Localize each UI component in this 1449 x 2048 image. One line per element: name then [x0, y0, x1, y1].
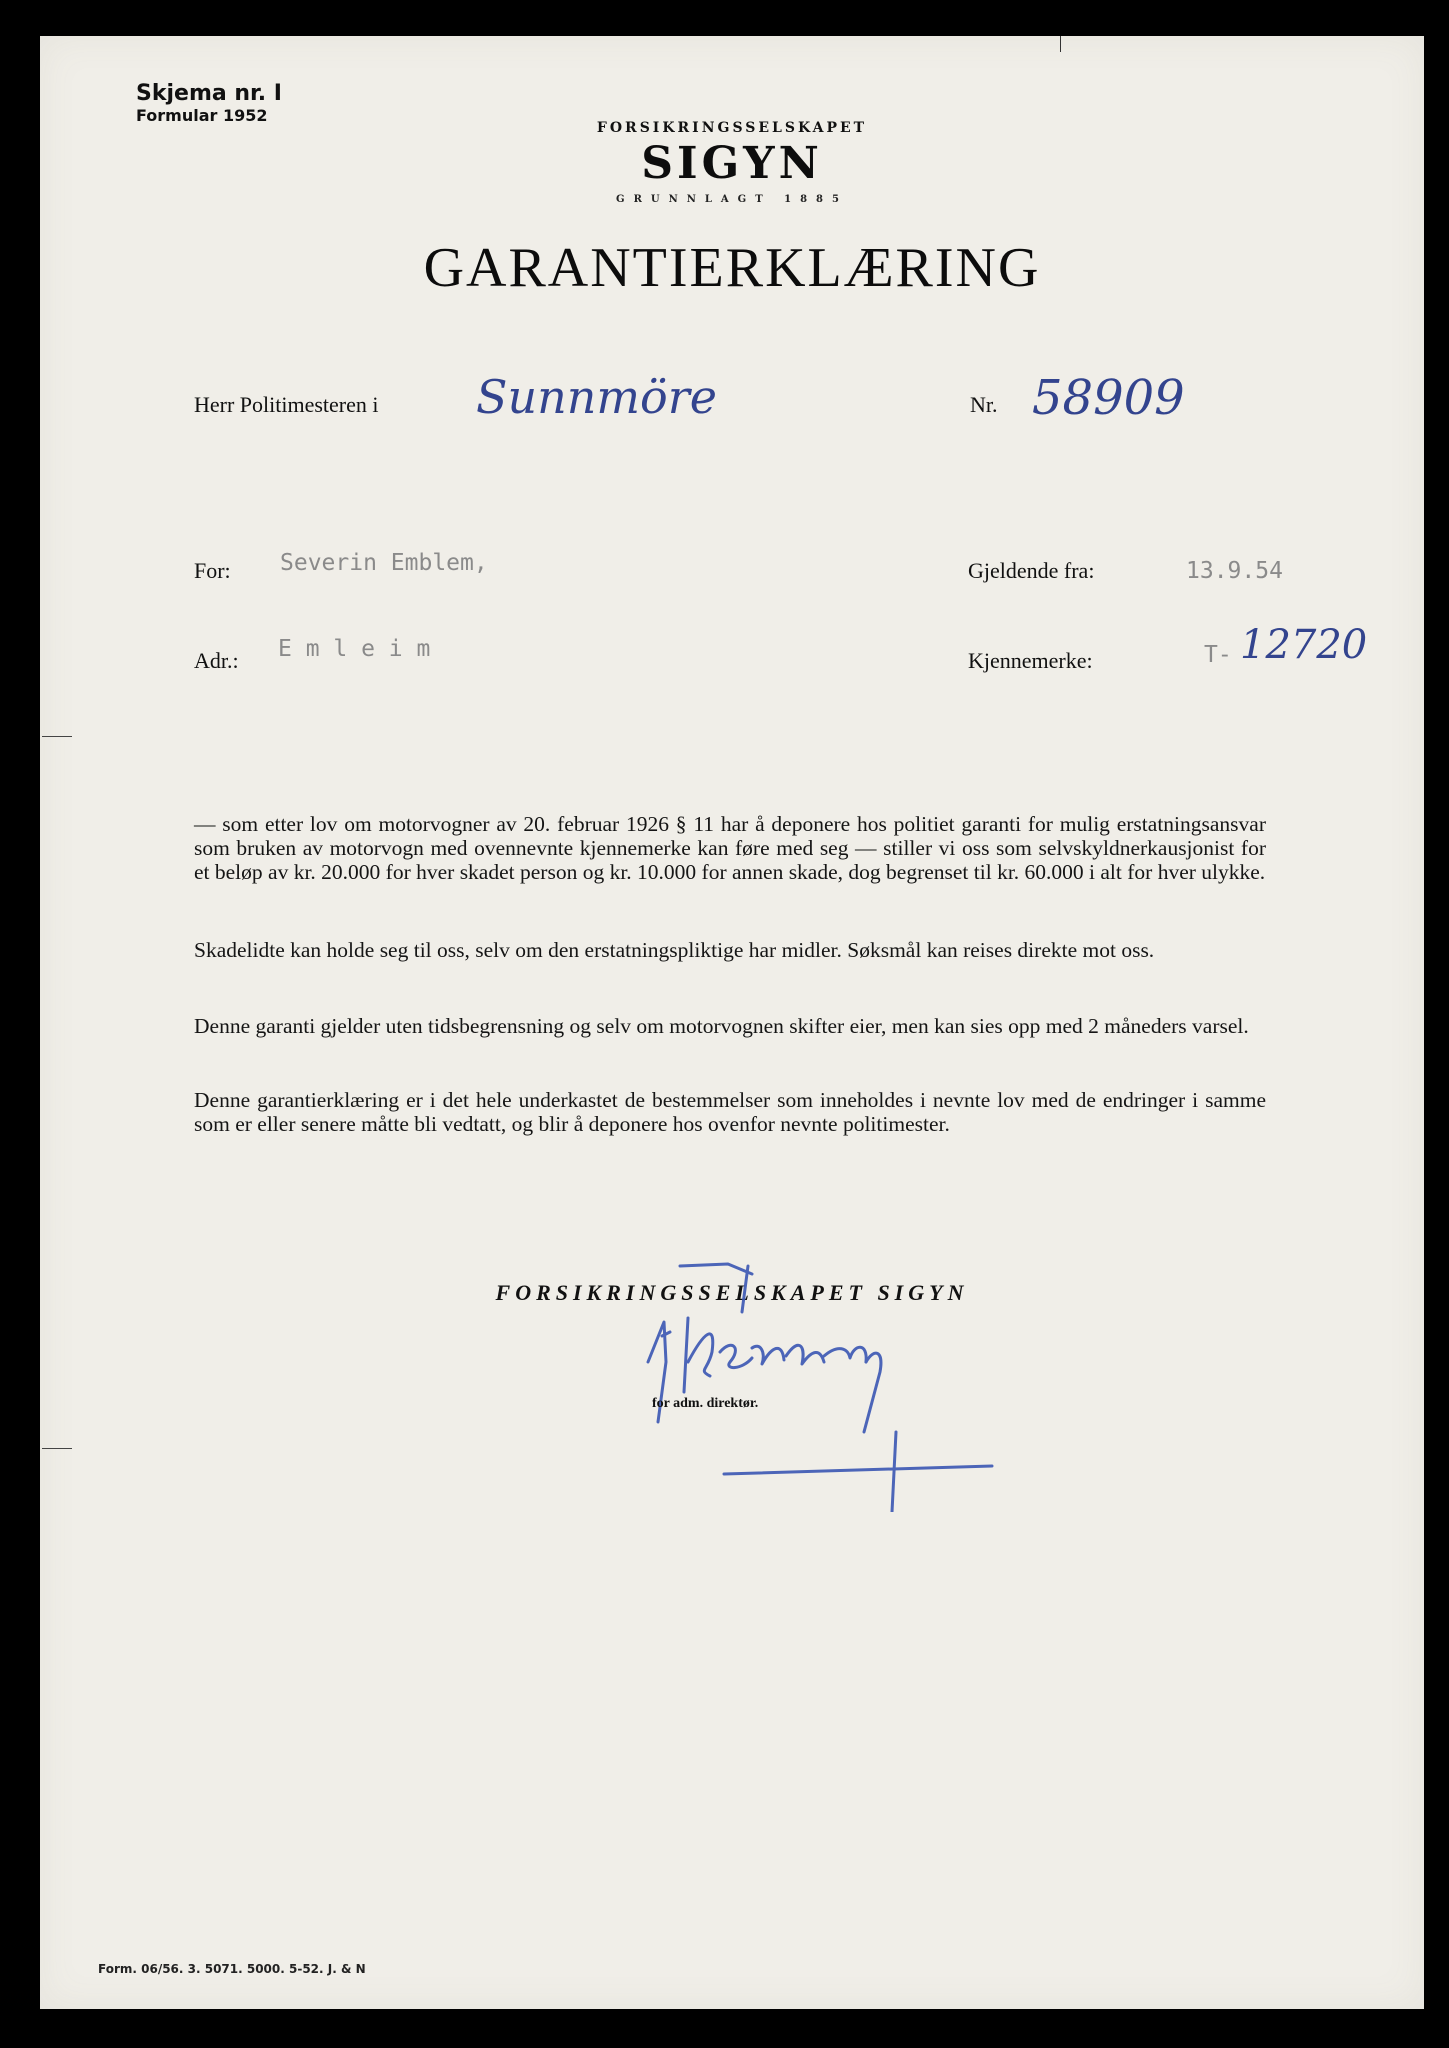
valid-from-value: 13.9.54 [1186, 558, 1283, 584]
margin-mark-upper [42, 736, 72, 737]
company-logo: SIGYN [641, 138, 823, 189]
for-label: For: [194, 558, 231, 583]
form-year: Formular 1952 [136, 106, 268, 125]
print-footer: Form. 06/56. 3. 5071. 5000. 5-52. J. & N [98, 1962, 366, 1976]
address-value: E m l e i m [278, 636, 431, 662]
recipient-label: Herr Politimesteren i [194, 392, 379, 417]
paragraph-1: — som etter lov om motorvogner av 20. februar 1926 § 11 har å deponere hos politiet garanti for mulig erstatningsansvar som bruken av motorvogn med ovennevnte kjennemerke kan føre med seg — stiller vi oss som selvskyldnerkausjonist for et beløp av kr. 20.000 for hver skadet person og kr. 10.000 for annen skade, dog begrenset til kr. 60.000 i alt for hver ulykke. [194, 812, 1266, 884]
paragraph-2: Skadelidte kan holde seg til oss, selv om den erstatningspliktige har midler. Søksmål kan reises direkte mot oss. [194, 938, 1155, 962]
number-handwritten: 58909 [1032, 370, 1185, 426]
for-director-label: for adm. direktør. [652, 1396, 759, 1411]
plate-handwritten: 12720 [1240, 622, 1368, 668]
address-label: Adr.: [194, 648, 239, 673]
top-edge-mark [1060, 36, 1061, 52]
form-number: Skjema nr. I [136, 81, 282, 106]
company-name-small: FORSIKRINGSSELSKAPET [596, 120, 868, 136]
for-value: Severin Emblem, [280, 550, 488, 576]
margin-mark-lower [42, 1448, 72, 1449]
document-title: GARANTIERKLÆRING [423, 237, 1041, 299]
plate-label: Kjennemerke: [968, 648, 1093, 673]
handwritten-signature [592, 1252, 1012, 1512]
founded-line: GRUNNLAGT 1885 [616, 194, 848, 205]
valid-from-label: Gjeldende fra: [968, 558, 1095, 583]
recipient-handwritten: Sunnmöre [476, 370, 717, 424]
document-page [40, 36, 1424, 2009]
number-label: Nr. [970, 392, 998, 417]
signature-company: FORSIKRINGSSELSKAPET SIGYN [495, 1280, 969, 1305]
paragraph-4: Denne garantierklæring er i det hele underkastet de bestemmelser som inneholdes i nevnte lov med de endringer i samme som er eller senere måtte bli vedtatt, og blir å deponere hos ovenfor nevnte politimester. [194, 1088, 1266, 1136]
plate-prefix: T- [1204, 642, 1232, 668]
paragraph-3: Denne garanti gjelder uten tidsbegrensning og selv om motorvognen skifter eier, men kan sies opp med 2 måneders varsel. [194, 1014, 1249, 1038]
